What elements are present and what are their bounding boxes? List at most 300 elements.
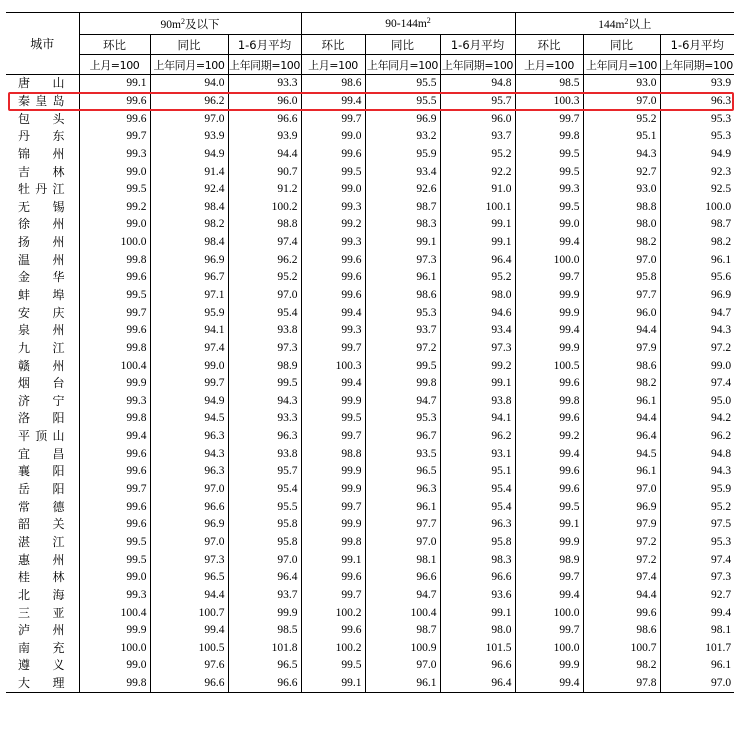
value-cell: 99.6 (515, 463, 583, 481)
value-cell: 93.9 (150, 128, 228, 146)
value-cell: 99.2 (301, 216, 365, 234)
value-cell: 97.3 (228, 340, 301, 358)
yoy-header: 同比 (150, 35, 228, 55)
value-cell: 100.2 (301, 640, 365, 658)
value-cell: 99.9 (301, 516, 365, 534)
value-cell: 96.6 (440, 657, 515, 675)
value-cell: 99.8 (79, 251, 150, 269)
value-cell: 99.7 (79, 304, 150, 322)
value-cell: 99.9 (515, 657, 583, 675)
value-cell: 99.1 (440, 604, 515, 622)
value-cell: 94.8 (440, 75, 515, 93)
value-cell: 99.4 (79, 428, 150, 446)
value-cell: 96.7 (150, 269, 228, 287)
value-cell: 97.0 (228, 551, 301, 569)
value-cell: 99.6 (515, 410, 583, 428)
value-cell: 98.0 (583, 216, 660, 234)
value-cell: 95.4 (228, 481, 301, 499)
group-label: 90m (160, 18, 181, 31)
value-cell: 93.9 (228, 128, 301, 146)
value-cell: 96.4 (440, 251, 515, 269)
value-cell: 92.7 (583, 163, 660, 181)
table-row (6, 498, 734, 516)
value-cell: 99.0 (301, 128, 365, 146)
value-cell: 99.3 (79, 587, 150, 605)
value-cell: 94.4 (228, 146, 301, 164)
value-cell: 98.3 (365, 216, 440, 234)
table-row (6, 340, 734, 358)
value-cell: 99.5 (228, 375, 301, 393)
value-cell: 99.1 (440, 216, 515, 234)
value-cell: 98.4 (150, 234, 228, 252)
value-cell: 93.4 (365, 163, 440, 181)
value-cell: 99.7 (515, 622, 583, 640)
value-cell: 99.8 (515, 393, 583, 411)
value-cell: 99.6 (301, 146, 365, 164)
value-cell: 96.6 (440, 569, 515, 587)
value-cell: 96.2 (150, 93, 228, 111)
value-cell: 99.4 (301, 375, 365, 393)
group-label-suffix: 及以下 (184, 16, 220, 31)
value-cell: 94.9 (150, 393, 228, 411)
value-cell: 99.0 (79, 657, 150, 675)
value-cell: 95.2 (660, 498, 734, 516)
value-cell: 99.6 (79, 463, 150, 481)
value-cell: 96.7 (365, 428, 440, 446)
value-cell: 99.4 (515, 587, 583, 605)
value-cell: 98.6 (583, 622, 660, 640)
value-cell: 96.0 (228, 93, 301, 111)
value-cell: 92.2 (440, 163, 515, 181)
value-cell: 97.4 (660, 375, 734, 393)
value-cell: 96.1 (660, 251, 734, 269)
value-cell: 92.5 (660, 181, 734, 199)
value-cell: 99.7 (301, 428, 365, 446)
value-cell: 95.5 (228, 498, 301, 516)
value-cell: 95.8 (228, 534, 301, 552)
table-header (6, 13, 734, 75)
table-row (6, 216, 734, 234)
value-cell: 95.0 (660, 393, 734, 411)
value-cell: 95.4 (440, 498, 515, 516)
value-cell: 99.7 (515, 569, 583, 587)
city-cell: 常德 (18, 499, 65, 514)
value-cell: 100.0 (515, 604, 583, 622)
value-cell: 99.6 (79, 516, 150, 534)
value-cell: 93.0 (583, 181, 660, 199)
value-cell: 101.5 (440, 640, 515, 658)
value-cell: 96.0 (440, 110, 515, 128)
value-cell: 99.4 (301, 304, 365, 322)
city-cell: 牡丹江 (18, 182, 65, 197)
value-cell: 98.9 (228, 357, 301, 375)
group-label: 144m (598, 18, 625, 31)
value-cell: 98.6 (365, 287, 440, 305)
city-cell: 宜昌 (18, 446, 65, 461)
value-cell: 98.1 (365, 551, 440, 569)
value-cell: 99.1 (301, 675, 365, 693)
value-cell: 97.0 (150, 534, 228, 552)
value-cell: 98.2 (660, 234, 734, 252)
value-cell: 95.8 (440, 534, 515, 552)
value-cell: 94.9 (150, 146, 228, 164)
group-header-small (79, 13, 301, 35)
value-cell: 101.8 (228, 640, 301, 658)
value-cell: 94.4 (583, 587, 660, 605)
table-row (6, 375, 734, 393)
value-cell: 98.5 (228, 622, 301, 640)
h1-avg-header: 1-6月平均 (228, 35, 301, 55)
value-cell: 99.7 (79, 481, 150, 499)
value-cell: 98.8 (228, 216, 301, 234)
value-cell: 95.3 (660, 534, 734, 552)
value-cell: 96.1 (365, 269, 440, 287)
value-cell: 95.9 (365, 146, 440, 164)
value-cell: 99.4 (515, 445, 583, 463)
value-cell: 94.7 (365, 393, 440, 411)
base-prev-year-period: 上年同期=100 (440, 55, 515, 75)
value-cell: 99.5 (301, 410, 365, 428)
value-cell: 98.7 (365, 622, 440, 640)
value-cell: 98.2 (583, 234, 660, 252)
table-row (6, 675, 734, 693)
table-row (6, 569, 734, 587)
value-cell: 99.5 (79, 287, 150, 305)
value-cell: 98.4 (150, 198, 228, 216)
value-cell: 99.1 (79, 75, 150, 93)
value-cell: 99.1 (301, 551, 365, 569)
value-cell: 93.7 (228, 587, 301, 605)
city-cell: 济宁 (18, 393, 65, 408)
city-cell: 赣州 (18, 358, 65, 373)
table-row (6, 640, 734, 658)
value-cell: 94.4 (150, 587, 228, 605)
value-cell: 91.4 (150, 163, 228, 181)
table-row (6, 622, 734, 640)
value-cell: 97.3 (150, 551, 228, 569)
value-cell: 94.4 (583, 410, 660, 428)
value-cell: 94.6 (440, 304, 515, 322)
value-cell: 100.0 (515, 640, 583, 658)
value-cell: 97.1 (150, 287, 228, 305)
value-cell: 96.6 (365, 569, 440, 587)
value-cell: 99.5 (515, 198, 583, 216)
value-cell: 96.5 (150, 569, 228, 587)
city-cell: 三亚 (18, 605, 65, 620)
value-cell: 93.5 (365, 445, 440, 463)
value-cell: 99.4 (150, 622, 228, 640)
value-cell: 99.6 (79, 110, 150, 128)
value-cell: 99.3 (79, 393, 150, 411)
city-cell: 湛江 (18, 534, 65, 549)
value-cell: 97.2 (365, 340, 440, 358)
value-cell: 96.4 (440, 675, 515, 693)
value-cell: 100.7 (583, 640, 660, 658)
value-cell: 96.5 (365, 463, 440, 481)
table-row (6, 604, 734, 622)
table-row (6, 463, 734, 481)
city-cell: 丹东 (18, 129, 65, 144)
value-cell: 99.9 (515, 287, 583, 305)
value-cell: 97.0 (583, 251, 660, 269)
group-sup: 2 (180, 16, 185, 26)
value-cell: 99.5 (79, 534, 150, 552)
value-cell: 96.9 (150, 516, 228, 534)
value-cell: 97.3 (365, 251, 440, 269)
value-cell: 96.6 (150, 675, 228, 693)
table-row (6, 410, 734, 428)
value-cell: 99.7 (515, 110, 583, 128)
value-cell: 97.0 (365, 657, 440, 675)
value-cell: 93.6 (440, 587, 515, 605)
city-cell: 平顶山 (18, 429, 65, 444)
value-cell: 100.0 (660, 198, 734, 216)
value-cell: 93.4 (440, 322, 515, 340)
value-cell: 99.7 (301, 340, 365, 358)
value-cell: 98.7 (365, 198, 440, 216)
value-cell: 95.3 (365, 410, 440, 428)
value-cell: 99.6 (301, 287, 365, 305)
value-cell: 99.7 (301, 498, 365, 516)
value-cell: 94.3 (660, 322, 734, 340)
group-header-medium (301, 13, 515, 35)
value-cell: 93.7 (440, 128, 515, 146)
base-header-row (6, 55, 734, 75)
value-cell: 99.0 (660, 357, 734, 375)
value-cell: 97.3 (660, 569, 734, 587)
table-row (6, 75, 734, 93)
value-cell: 99.7 (150, 375, 228, 393)
yoy-header: 同比 (583, 35, 660, 55)
value-cell: 94.1 (440, 410, 515, 428)
value-cell: 98.0 (440, 622, 515, 640)
table-row (6, 357, 734, 375)
value-cell: 99.9 (228, 604, 301, 622)
value-cell: 96.6 (228, 675, 301, 693)
value-cell: 96.4 (228, 569, 301, 587)
table-row (6, 251, 734, 269)
value-cell: 97.5 (660, 516, 734, 534)
mom-header: 环比 (515, 35, 583, 55)
table-row (6, 181, 734, 199)
value-cell: 96.2 (660, 428, 734, 446)
value-cell: 97.7 (365, 516, 440, 534)
city-cell: 吉林 (18, 164, 65, 179)
value-cell: 99.0 (79, 216, 150, 234)
table-row (6, 428, 734, 446)
value-cell: 96.6 (150, 498, 228, 516)
value-cell: 92.6 (365, 181, 440, 199)
value-cell: 93.1 (440, 445, 515, 463)
value-cell: 93.2 (365, 128, 440, 146)
value-cell: 99.4 (515, 322, 583, 340)
value-cell: 90.7 (228, 163, 301, 181)
city-cell: 金华 (18, 270, 65, 285)
city-cell: 锦州 (18, 146, 65, 161)
group-sup: 2 (624, 16, 629, 26)
value-cell: 94.7 (365, 587, 440, 605)
value-cell: 99.6 (515, 375, 583, 393)
value-cell: 98.6 (583, 357, 660, 375)
value-cell: 94.5 (583, 445, 660, 463)
value-cell: 98.2 (583, 657, 660, 675)
value-cell: 99.6 (79, 93, 150, 111)
value-cell: 95.2 (228, 269, 301, 287)
value-cell: 93.7 (365, 322, 440, 340)
city-cell: 韶关 (18, 517, 65, 532)
value-cell: 94.7 (660, 304, 734, 322)
value-cell: 98.7 (660, 216, 734, 234)
city-cell: 惠州 (18, 552, 65, 567)
table-row (6, 234, 734, 252)
table-row (6, 587, 734, 605)
value-cell: 97.4 (228, 234, 301, 252)
value-cell: 100.2 (301, 604, 365, 622)
value-cell: 99.5 (79, 181, 150, 199)
value-cell: 98.5 (515, 75, 583, 93)
value-cell: 95.3 (660, 110, 734, 128)
value-cell: 96.3 (660, 93, 734, 111)
value-cell: 98.0 (440, 287, 515, 305)
base-prev-year-period: 上年同期=100 (228, 55, 301, 75)
value-cell: 99.6 (515, 481, 583, 499)
value-cell: 99.7 (301, 587, 365, 605)
value-cell: 95.7 (440, 93, 515, 111)
value-cell: 95.3 (365, 304, 440, 322)
value-cell: 99.2 (440, 357, 515, 375)
city-cell: 岳阳 (18, 482, 65, 497)
value-cell: 95.4 (440, 481, 515, 499)
value-cell: 96.6 (228, 110, 301, 128)
table-row (6, 146, 734, 164)
value-cell: 96.3 (150, 428, 228, 446)
value-cell: 99.5 (365, 357, 440, 375)
value-cell: 95.5 (365, 75, 440, 93)
value-cell: 95.2 (583, 110, 660, 128)
value-cell: 100.9 (365, 640, 440, 658)
value-cell: 97.0 (150, 110, 228, 128)
value-cell: 99.9 (79, 375, 150, 393)
value-cell: 91.2 (228, 181, 301, 199)
value-cell: 98.2 (150, 216, 228, 234)
value-cell: 99.3 (301, 198, 365, 216)
city-cell: 温州 (18, 252, 65, 267)
value-cell: 95.9 (150, 304, 228, 322)
city-cell: 烟台 (18, 376, 65, 391)
value-cell: 99.8 (79, 410, 150, 428)
value-cell: 98.2 (583, 375, 660, 393)
value-cell: 95.7 (228, 463, 301, 481)
value-cell: 92.4 (150, 181, 228, 199)
value-cell: 99.0 (79, 569, 150, 587)
value-cell: 99.7 (301, 110, 365, 128)
value-cell: 96.0 (583, 304, 660, 322)
value-cell: 97.9 (583, 516, 660, 534)
value-cell: 96.9 (365, 110, 440, 128)
value-cell: 98.6 (301, 75, 365, 93)
table-row (6, 322, 734, 340)
value-cell: 97.4 (150, 340, 228, 358)
value-cell: 94.3 (583, 146, 660, 164)
value-cell: 99.6 (301, 251, 365, 269)
value-cell: 93.3 (228, 75, 301, 93)
value-cell: 99.9 (515, 340, 583, 358)
city-cell: 桂林 (18, 570, 65, 585)
value-cell: 97.0 (583, 481, 660, 499)
value-cell: 96.2 (440, 428, 515, 446)
base-prev-month: 上月=100 (79, 55, 150, 75)
value-cell: 94.1 (150, 322, 228, 340)
value-cell: 99.8 (515, 128, 583, 146)
city-cell: 蚌埠 (18, 288, 65, 302)
value-cell: 99.1 (515, 516, 583, 534)
value-cell: 94.2 (660, 410, 734, 428)
value-cell: 100.0 (515, 251, 583, 269)
value-cell: 100.4 (79, 357, 150, 375)
city-cell: 安庆 (18, 305, 65, 320)
value-cell: 99.0 (150, 357, 228, 375)
city-cell: 襄阳 (18, 464, 65, 479)
value-cell: 99.8 (79, 340, 150, 358)
value-cell: 99.3 (515, 181, 583, 199)
value-cell: 99.6 (79, 498, 150, 516)
city-column-header: 城市 (6, 13, 79, 75)
value-cell: 97.9 (583, 340, 660, 358)
price-index-table (6, 12, 734, 693)
value-cell: 97.6 (150, 657, 228, 675)
group-label-suffix: 以上 (628, 16, 652, 31)
value-cell: 97.4 (583, 569, 660, 587)
value-cell: 99.7 (79, 128, 150, 146)
value-cell: 95.1 (583, 128, 660, 146)
value-cell: 96.1 (583, 393, 660, 411)
table-row (6, 657, 734, 675)
value-cell: 99.5 (515, 163, 583, 181)
value-cell: 97.2 (660, 340, 734, 358)
value-cell: 96.9 (150, 251, 228, 269)
yoy-header: 同比 (365, 35, 440, 55)
value-cell: 97.0 (583, 93, 660, 111)
group-label: 90-144m (385, 17, 427, 30)
value-cell: 99.2 (79, 198, 150, 216)
value-cell: 99.0 (79, 163, 150, 181)
value-cell: 97.2 (583, 534, 660, 552)
value-cell: 96.3 (365, 481, 440, 499)
value-cell: 100.5 (515, 357, 583, 375)
value-cell: 98.1 (660, 622, 734, 640)
table-row (6, 534, 734, 552)
value-cell: 95.8 (228, 516, 301, 534)
value-cell: 94.4 (583, 322, 660, 340)
value-cell: 98.3 (440, 551, 515, 569)
value-cell: 96.1 (365, 675, 440, 693)
value-cell: 94.3 (660, 463, 734, 481)
base-prev-year-period: 上年同期=100 (660, 55, 734, 75)
value-cell: 95.5 (365, 93, 440, 111)
value-cell: 100.3 (301, 357, 365, 375)
value-cell: 97.3 (440, 340, 515, 358)
table-row (6, 93, 734, 111)
base-prev-month: 上月=100 (515, 55, 583, 75)
value-cell: 99.6 (301, 269, 365, 287)
value-cell: 94.5 (150, 410, 228, 428)
value-cell: 97.4 (660, 551, 734, 569)
city-cell: 洛阳 (18, 411, 65, 426)
value-cell: 99.5 (515, 498, 583, 516)
value-cell: 94.0 (150, 75, 228, 93)
value-cell: 97.7 (583, 287, 660, 305)
value-cell: 100.2 (228, 198, 301, 216)
